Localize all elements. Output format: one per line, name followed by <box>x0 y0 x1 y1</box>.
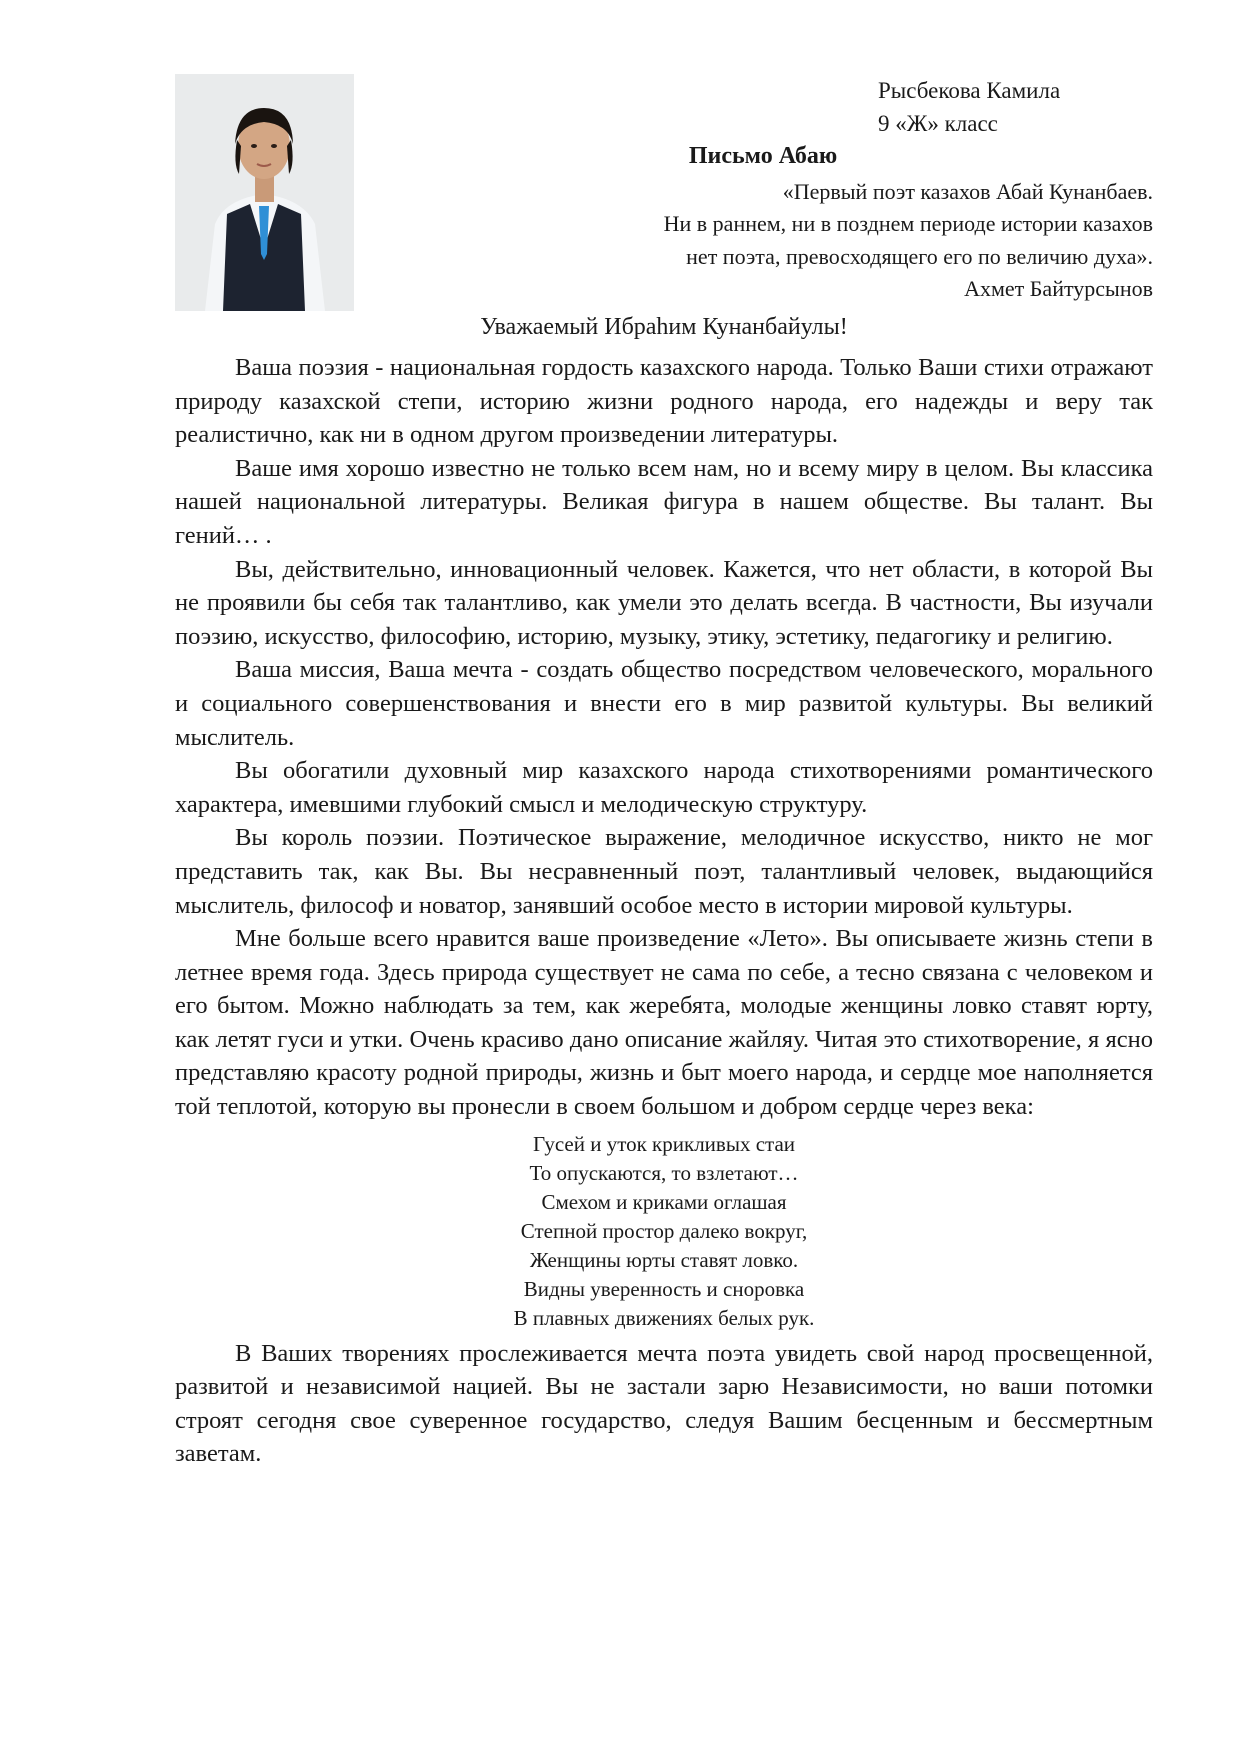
poem-line: В плавных движениях белых рук. <box>513 1305 815 1330</box>
poem-line: Гусей и уток крикливых стаи <box>532 1131 796 1156</box>
poem-line: Степной простор далеко вокруг, <box>520 1218 808 1243</box>
paragraph: Мне больше всего нравится ваше произведение «Лето». Вы описываете жизнь степи в летнее время года. Здесь природа существует не сама по себе, а тесно связана с человеком и его бытом. Можно наблюдать за тем, как жеребята, молодые женщины ловко ставят юрту, как летят гуси и утки. Очень красиво дано описание жайляу. Читая это стихотворение, я ясно представляю красоту родной природы, жизнь и быт моего народа, и сердце мое наполняется той теплотой, которую вы пронесли в своем большом и добром сердце через века: <box>175 925 1153 1121</box>
poem-line: Видны уверенность и сноровка <box>523 1276 805 1301</box>
paragraph: Вы король поэзии. Поэтическое выражение, мелодичное искусство, никто не мог представить так, как Вы. Вы несравненный поэт, талантливый человек, выдающийся мыслитель, философ и новатор, занявший особое место в истории мировой культуры. <box>175 824 1153 919</box>
paragraph: Вы обогатили духовный мир казахского народа стихотворениями романтического характера, имевшими глубокий смысл и мелодическую структуру. <box>175 757 1153 818</box>
poem-quote <box>175 1130 1153 1333</box>
epigraph-attribution: Ахмет Байтурсынов <box>964 276 1153 302</box>
poem-line: Смехом и криками оглашая <box>541 1189 787 1214</box>
letter-title: Письмо Абаю <box>688 143 838 169</box>
paragraph: Ваше имя хорошо известно не только всем нам, но и всему миру в целом. Вы классика нашей национальной литературы. Великая фигура в нашем обществе. Вы талант. Вы гений… . <box>175 454 1153 549</box>
epigraph-line: Ни в раннем, ни в позднем периоде истории казахов <box>663 211 1153 237</box>
author-name: Рысбекова Камила <box>878 78 1061 103</box>
closing-paragraph: В Ваших творениях прослеживается мечта поэта увидеть свой народ просвещенной, развитой и независимой нацией. Вы не застали зарю Независимости, но ваши потомки строят сегодня свое суверенное государство, следуя Вашим бесценным и бессмертным заветам. <box>175 1339 1153 1468</box>
letter-body <box>175 351 1153 1471</box>
author-class: 9 «Ж» класс <box>878 111 998 136</box>
paragraph: Ваша поэзия - национальная гордость казахского народа. Только Ваши стихи отражают природу казахской степи, историю жизни родного народа, его надежды и веру так реалистично, как ни в одном другом произведении литературы. <box>175 354 1153 449</box>
paragraph: Ваша миссия, Ваша мечта - создать общество посредством человеческого, морального и социального совершенствования и внести его в мир развитой культуры. Вы великий мыслитель. <box>175 656 1153 751</box>
salutation: Уважаемый Ибраһим Кунанбайулы! <box>480 314 848 340</box>
epigraph <box>664 176 1153 306</box>
poem-line: То опускаются, то взлетают… <box>529 1160 799 1185</box>
epigraph-line: «Первый поэт казахов Абай Кунанбаев. <box>782 179 1153 204</box>
poem-line: Женщины юрты ставят ловко. <box>529 1247 799 1272</box>
paragraph: Вы, действительно, инновационный человек. Кажется, что нет области, в которой Вы не проявили бы себя так талантливо, как умели это делать всегда. В частности, Вы изучали поэзию, искусство, философию, историю, музыку, этику, эстетику, педагогику и религию. <box>175 555 1153 650</box>
student-photo <box>175 74 354 311</box>
author-block <box>878 74 1060 140</box>
epigraph-line: нет поэта, превосходящего его по величию духа». <box>686 243 1153 269</box>
